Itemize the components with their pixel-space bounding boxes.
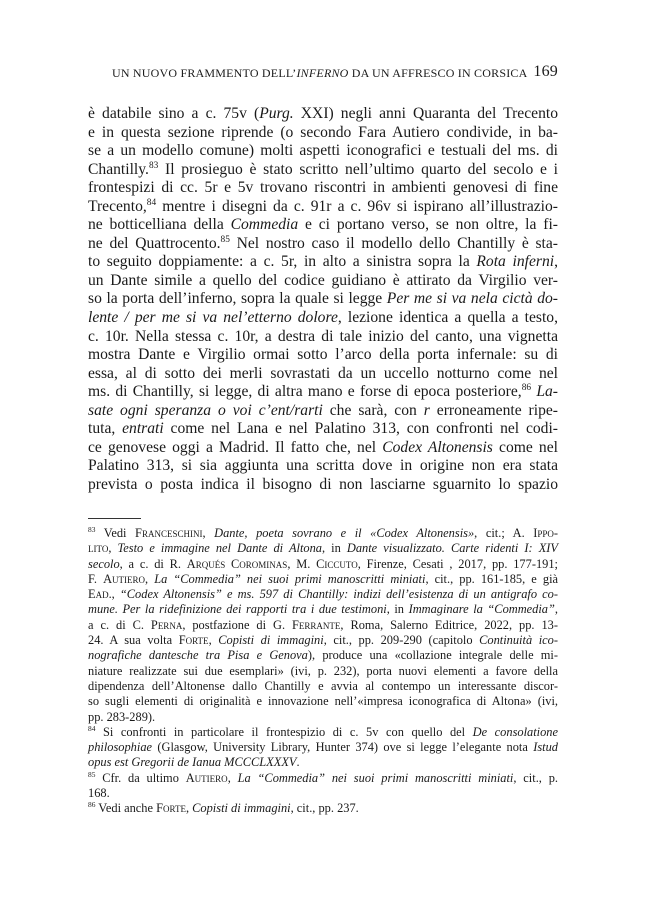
text-run: (Glasgow, University Library, Hunter 374) ove si legge l’elegante nota	[152, 740, 534, 755]
italic-text: Purg.	[259, 105, 294, 122]
text-run: Vedi	[95, 526, 136, 540]
italic-text: Dante, poeta sovrano e il «Codex Altonensis»	[214, 526, 475, 540]
author-name: Ferrante	[292, 617, 341, 632]
body-line	[88, 365, 558, 384]
text-run: dipendenza dell’Altonense dallo Chantilly e avvia al contempo un interessante discor-	[88, 678, 558, 693]
text-run: essa, al di sotto dei merli sovrastati da un uccello notturno come nel	[88, 364, 558, 382]
footnote-line	[88, 572, 558, 587]
italic-text: Istud	[533, 740, 558, 755]
author-name: Forte	[178, 633, 209, 648]
italic-text: La “Commedia” nei suoi primi manoscritti miniati	[237, 770, 514, 785]
italic-text: “Codex Altonensis” e ms. 597 di Chantilly: indizi dell’esistenza di un antigrafo co-	[119, 587, 559, 602]
author-name: Franceschini	[135, 526, 203, 540]
text-run: , postfazione di G.	[182, 617, 293, 632]
text-run: , a c. di R.	[119, 556, 187, 571]
footnote-line	[88, 587, 558, 602]
footnote-ref: 85	[88, 769, 96, 779]
text-run: Vedi anche	[95, 801, 157, 816]
footnote-line	[88, 602, 558, 617]
text-run: ,	[227, 770, 238, 785]
text-run: Nel nostro caso il modello dello Chantilly è sta-	[229, 234, 558, 252]
footnote-line	[88, 755, 558, 770]
italic-text: La-	[536, 383, 558, 401]
footnote-ref: 83	[148, 160, 159, 171]
text-run: ,	[202, 526, 215, 540]
body-line	[88, 198, 558, 217]
footnote-line	[88, 664, 558, 679]
footnote-line	[88, 633, 558, 648]
text-run: mostra Dante e Virgilio ormai sotto l’arco della porta infernale: su di	[88, 346, 558, 364]
italic-text: Commedia	[230, 216, 299, 234]
author-name: Ippo-	[533, 526, 559, 540]
text-run: ,	[108, 541, 118, 556]
running-title-pre: UN NUOVO FRAMMENTO DELL’	[112, 66, 297, 80]
italic-text: lente / per me si va nel’etterno dolore	[88, 309, 338, 327]
text-run: ce genovese oggi a Madrid. Il fatto che, nel	[88, 438, 383, 456]
text-run: ms. di Chantilly, si legge, di altra mano e forse di epoca posteriore,	[88, 383, 522, 401]
text-run: ,	[185, 801, 193, 816]
body-line	[88, 290, 558, 309]
text-run: come nel	[492, 438, 558, 456]
italic-text: Codex Altonensis	[382, 438, 493, 456]
text-run: è databile sino a c. 75v (	[88, 105, 260, 122]
italic-text: r	[423, 401, 430, 419]
body-line	[88, 476, 558, 495]
footnote-ref: 86	[88, 800, 96, 810]
page-number: 169	[533, 63, 558, 80]
running-head	[84, 63, 564, 85]
body-line	[88, 216, 558, 235]
body-line	[88, 161, 558, 180]
text-run: , in	[386, 602, 409, 617]
text-run: che sarà, con	[322, 401, 424, 419]
author-name: Forte	[156, 801, 186, 816]
text-run: , cit., pp. 237.	[290, 801, 359, 816]
footnote-line	[88, 801, 558, 816]
italic-text: Immaginare la “Commedia”	[408, 602, 555, 617]
text-run: se a un modello comune) molti aspetti iconografici e testuali del ms. di	[88, 142, 558, 160]
footnote-ref: 84	[146, 197, 157, 208]
footnote-line	[88, 725, 558, 740]
body-line	[88, 253, 558, 272]
footnote-line	[88, 771, 558, 786]
footnote-line	[88, 541, 558, 556]
text-run: so la porta dell’inferno, sopra la quale si legge	[88, 290, 387, 308]
text-run: ne del Quattrocento.	[88, 234, 221, 252]
body-line	[88, 346, 558, 365]
author-name: Autiero	[185, 770, 228, 785]
italic-text: De consolatione	[472, 724, 558, 739]
text-run: ), produce una «collazione integrale delle mi-	[307, 648, 559, 663]
text-run: 168.	[88, 786, 110, 801]
text-run: c. 10r. Nella stessa c. 10r, a destra di tale inizio del canto, una vignetta	[88, 327, 558, 345]
italic-text: entrati	[122, 420, 164, 438]
author-name: lito	[88, 541, 109, 556]
footnote-ref: 83	[88, 524, 96, 534]
text-run: XXI) negli anni Quaranta del Trecento	[293, 105, 558, 122]
italic-text: Dante visualizzato. Carte ridenti I: XIV	[346, 541, 558, 556]
text-run: Cfr. da ultimo	[95, 770, 186, 785]
italic-text: opus est Gregorii de Ianua MCCCLXXXV	[88, 755, 297, 770]
italic-text: Copisti di immagini	[192, 801, 291, 816]
text-run: ,	[554, 253, 558, 271]
footnote-line	[88, 710, 558, 725]
footnote-ref: 84	[88, 723, 96, 733]
author-name: Ciccuto	[316, 556, 358, 571]
footnotes	[88, 526, 558, 817]
text-run: , cit., pp. 209-290 (capitolo	[323, 633, 480, 648]
body-line	[88, 142, 558, 161]
body-line	[88, 309, 558, 328]
italic-text: Testo e immagine nel Dante di Altona	[117, 541, 322, 556]
text-run: ,	[208, 633, 219, 648]
footnote-ref: 86	[521, 383, 532, 394]
body-line	[88, 124, 558, 143]
running-title	[112, 66, 527, 81]
body-line	[88, 457, 558, 476]
footnote-separator	[88, 518, 141, 519]
body-line	[88, 272, 558, 291]
italic-text: mune. Per la ridefinizione dei rapporti tra i due testimoni	[88, 602, 387, 617]
body-line	[88, 235, 558, 254]
italic-text: secolo	[88, 556, 120, 571]
body-line	[88, 328, 558, 347]
text-run: , cit.; A.	[474, 526, 534, 540]
italic-text: Copisti di immagini	[218, 633, 324, 648]
body-line	[88, 439, 558, 458]
footnote-line	[88, 648, 558, 663]
text-run: Il prosieguo è stato scritto nell’ultimo quarto del secolo e i	[158, 160, 558, 178]
footnote-line	[88, 618, 558, 633]
running-title-post: DA UN AFFRESCO IN CORSICA	[348, 66, 528, 80]
text-run: , Roma, Salerno Editrice, 2022, pp. 13-	[340, 617, 558, 632]
footnote-line	[88, 786, 558, 801]
footnote-ref: 85	[220, 234, 230, 245]
text-run: , cit., p.	[513, 770, 559, 785]
italic-text: philosophiae	[88, 740, 153, 755]
text-run: , in	[321, 541, 347, 556]
text-run: , cit., pp. 161-185, e già	[425, 571, 559, 586]
text-run: e ci portano verso, se non oltre, la fi-	[298, 216, 558, 234]
author-name: Autiero	[103, 571, 146, 586]
text-run: pp. 283-289).	[88, 709, 156, 724]
text-run: to seguito doppiamente: a c. 5r, in alto a sinistra sopra la	[88, 253, 477, 271]
text-run: Si confronti in particolare il frontespizio di c. 5v con quello del	[95, 724, 473, 739]
italic-text: Rota inferni	[476, 253, 555, 271]
text-run: mentre i disegni da c. 91r a c. 96v si ispirano all’illustrazio-	[156, 197, 558, 215]
italic-text: La “Commedia” nei suoi primi manoscritti miniati	[154, 571, 426, 586]
author-name: Perna	[150, 617, 183, 632]
text-run: ,	[554, 602, 558, 617]
text-run: so sugli elementi di originalità e innovazione nell’«impresa iconografica di Altona» (ivi,	[88, 694, 558, 709]
text-run: Chantilly.	[88, 160, 149, 178]
text-run: 24. A sua volta	[88, 633, 179, 648]
text-run: , M.	[287, 556, 317, 571]
text-run: tuta,	[88, 420, 123, 438]
text-run: frontespizi di cc. 5r e 5v trovano riscontri in ambienti genovesi di fine	[88, 179, 558, 197]
body-line	[88, 105, 558, 124]
text-run: Palatino 313, si sia aggiunta una scritta dove in origine non era stata	[88, 457, 558, 475]
text-run: ne botticelliana della	[88, 216, 231, 234]
footnote-line	[88, 526, 558, 541]
text-run: F.	[88, 571, 104, 586]
footnote-line	[88, 694, 558, 709]
italic-text: Continuità ico-	[479, 633, 558, 648]
body-line	[88, 179, 558, 198]
text-run: .	[296, 755, 300, 770]
italic-text: Per me si va nela cictà do-	[386, 290, 558, 308]
italic-text: sate ogni speranza o voi c’ent/rarti	[88, 401, 323, 419]
footnote-line	[88, 557, 558, 572]
body-line	[88, 420, 558, 439]
text-run: e in questa sezione riprende (o secondo Fara Autiero condivide, in ba-	[88, 123, 558, 141]
text-run: come nel Lana e nel Palatino 313, con confronti nel codi-	[163, 420, 559, 438]
text-run: prevista o posta indica il bisogno di non lasciarne sguarnito lo spazio	[88, 475, 558, 493]
text-run: erroneamente ripe-	[429, 401, 558, 419]
text-run: niature realizzate sui due esemplari» (ivi, p. 232), porta nuovi elementi a favore della	[88, 663, 558, 678]
footnote-line	[88, 679, 558, 694]
footnote-line	[88, 740, 558, 755]
text-run: Trecento,	[88, 197, 147, 215]
author-name: Ead	[88, 587, 109, 602]
text-run: ,	[145, 571, 155, 586]
author-name: Arqués Corominas	[186, 556, 288, 571]
running-title-italic: INFERNO	[296, 66, 349, 80]
text-run: un Dante simile a quello del codice guidiano è attirato da Virgilio ver-	[88, 271, 558, 289]
text-run: , Firenze, Cesati , 2017, pp. 177-191;	[357, 556, 558, 571]
body-line	[88, 402, 558, 421]
text-run: , lezione identica a quella a testo,	[337, 309, 558, 327]
text-run: .,	[108, 587, 120, 602]
italic-text: nografiche dantesche tra Pisa e Genova	[88, 648, 308, 663]
body-text	[88, 105, 558, 494]
text-run: a c. di C.	[88, 617, 151, 632]
body-line	[88, 383, 558, 402]
